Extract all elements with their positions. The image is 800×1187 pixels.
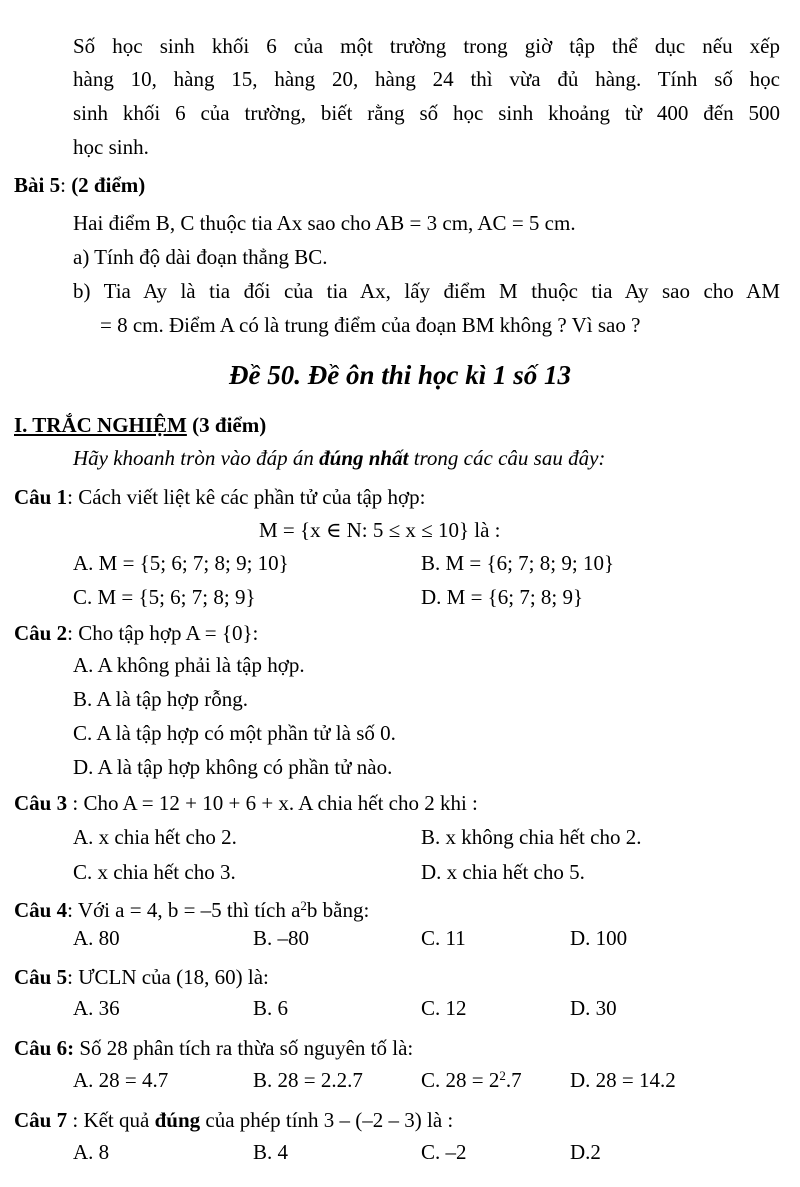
q6-stem [14,1036,413,1060]
q4-stem [14,898,369,922]
q5-label: Câu 5 [14,965,68,989]
q3-option-b: B. x không chia hết cho 2. [421,825,642,849]
q5-option-c: C. 12 [421,996,467,1020]
q6-text: Số 28 phân tích ra thừa số nguyên tố là: [74,1036,414,1060]
q3-text: : Cho A = 12 + 10 + 6 + x. A chia hết cho 2 khi : [67,791,478,815]
q4-text-pre: : Với a = 4, b = –5 thì tích a [67,898,301,922]
section-instruction [73,446,605,470]
prev-problem-line-4: học sinh. [73,135,149,159]
q6-option-c [421,1068,522,1092]
q6-option-d: D. 28 = 14.2 [570,1068,676,1092]
prev-problem-line-1: Số học sinh khối 6 của một trường trong giờ tập thể dục nếu xếp [73,34,780,58]
q1-option-a: A. M = {5; 6; 7; 8; 9; 10} [73,551,289,575]
exam-title: Đề 50. Đề ôn thi học kì 1 số 13 [228,360,571,390]
prev-problem-line-3: sinh khối 6 của trường, biết rằng số học sinh khoảng từ 400 đến 500 [73,101,780,125]
q2-option-d: D. A là tập hợp không có phần tử nào. [73,755,393,779]
q2-label: Câu 2 [14,621,68,645]
q1-label: Câu 1 [14,485,68,509]
q3-label: Câu 3 [14,791,68,815]
q7-emphasis: đúng [154,1108,201,1132]
q4-option-b: B. –80 [253,926,310,950]
q1-option-b: B. M = {6; 7; 8; 9; 10} [421,551,615,575]
q7-option-b: B. 4 [253,1140,289,1164]
section-heading [14,413,266,437]
q6-label: Câu 6: [14,1036,75,1060]
q1-set: M = {x ∈ N: 5 ≤ x ≤ 10} là : [259,518,501,542]
q6-option-c-exponent: 2 [499,1068,506,1083]
q7-text-post: của phép tính 3 – (–2 – 3) là : [200,1108,454,1132]
q5-option-a: A. 36 [73,996,120,1020]
q4-text-post: b bằng: [306,898,370,922]
q2-option-a: A. A không phải là tập hợp. [73,653,305,677]
q4-option-d: D. 100 [570,926,628,950]
q5-stem [14,965,269,989]
q2-text: : Cho tập hợp A = {0}: [67,621,259,645]
q6-option-b: B. 28 = 2.2.7 [253,1068,363,1092]
q6-option-a: A. 28 = 4.7 [73,1068,169,1092]
q3-option-c: C. x chia hết cho 3. [73,860,236,884]
q7-option-d: D.2 [570,1140,601,1164]
bai5-statement: Hai điểm B, C thuộc tia Ax sao cho AB = 3 cm, AC = 5 cm. [73,211,576,235]
q5-text: : ƯCLN của (18, 60) là: [67,965,269,989]
q7-text-pre: : Kết quả [67,1108,155,1132]
q5-option-b: B. 6 [253,996,289,1020]
q1-stem [14,485,425,509]
section-points: (3 điểm) [192,413,267,437]
q3-option-a: A. x chia hết cho 2. [73,825,237,849]
bai5-heading: Bài 5: (2 điểm) [14,173,146,197]
bai5-points: (2 điểm) [71,173,146,197]
section-heading-label: I. TRẮC NGHIỆM [14,413,187,437]
q4-exponent: 2 [300,898,307,913]
q3-stem [14,791,478,815]
bai5-label: Bài 5 [14,173,61,197]
bai5-part-b-line-2: = 8 cm. Điểm A có là trung điểm của đoạn BM không ? Vì sao ? [100,313,641,337]
instruction-emphasis: đúng nhất [319,446,409,470]
q4-label: Câu 4 [14,898,68,922]
q6-option-c-pre: C. 28 = 2 [421,1068,500,1092]
q4-option-a: A. 80 [73,926,120,950]
q7-stem [14,1108,453,1132]
q7-label: Câu 7 [14,1108,68,1132]
q2-option-b: B. A là tập hợp rỗng. [73,687,249,711]
prev-problem-line-2: hàng 10, hàng 15, hàng 20, hàng 24 thì vừa đủ hàng. Tính số học [73,67,780,91]
instruction-text-pre: Hãy khoanh tròn vào đáp án [73,446,320,470]
q3-option-d: D. x chia hết cho 5. [421,860,585,884]
q2-stem [14,621,258,645]
instruction-text-post: trong các câu sau đây: [408,446,606,470]
bai5-part-a: a) Tính độ dài đoạn thẳng BC. [73,245,328,269]
q7-option-c: C. –2 [421,1140,467,1164]
q5-option-d: D. 30 [570,996,617,1020]
bai5-part-b-line-1: b) Tia Ay là tia đối của tia Ax, lấy điểm M thuộc tia Ay sao cho AM [73,279,780,303]
q2-option-c: C. A là tập hợp có một phần tử là số 0. [73,721,396,745]
q6-option-c-post: .7 [505,1068,522,1092]
q7-option-a: A. 8 [73,1140,110,1164]
q1-option-d: D. M = {6; 7; 8; 9} [421,585,584,609]
q4-option-c: C. 11 [421,926,466,950]
q1-option-c: C. M = {5; 6; 7; 8; 9} [73,585,256,609]
q1-text: : Cách viết liệt kê các phần tử của tập hợp: [67,485,426,509]
